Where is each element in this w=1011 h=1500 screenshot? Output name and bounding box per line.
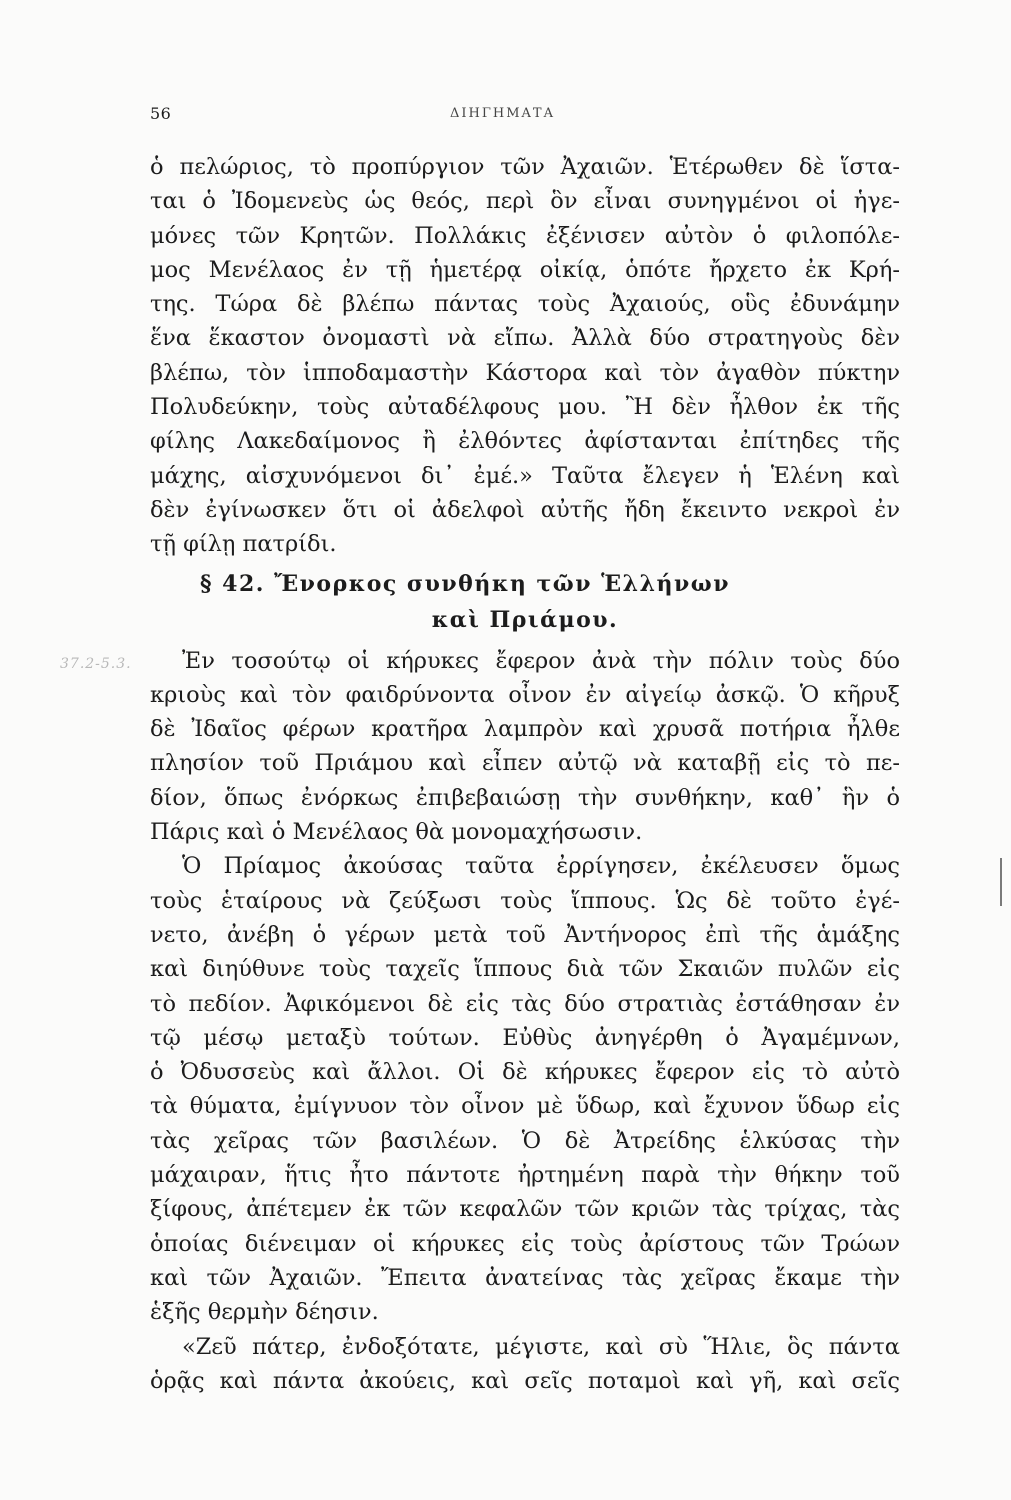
- text-line: μος Μενέλαος ἐν τῇ ἡμετέρᾳ οἰκίᾳ, ὁπότε ἤρχετο ἐκ Κρή-: [150, 256, 900, 283]
- text-line: ὁ Ὀδυσσεὺς καὶ ἄλλοι. Οἱ δὲ κήρυκες ἔφερον εἰς τὸ αὐτὸ: [150, 1059, 900, 1086]
- text-line: τὸ πεδίον. Ἀφικόμενοι δὲ εἰς τὰς δύο στρατιὰς ἐστάθησαν ἐν: [150, 990, 900, 1017]
- text-line: Ἐν τοσούτῳ οἱ κήρυκες ἔφερον ἀνὰ τὴν πόλιν τοὺς δύο: [182, 647, 900, 674]
- section-heading-line-2: καὶ Πριάμου.: [431, 606, 619, 633]
- text-line: καὶ διηύθυνε τοὺς ταχεῖς ἵππους διὰ τῶν Σκαιῶν πυλῶν εἰς: [150, 956, 900, 983]
- text-line: καὶ τῶν Ἀχαιῶν. Ἔπειτα ἀνατείνας τὰς χεῖρας ἔκαμε τὴν: [150, 1264, 900, 1291]
- text-line: ται ὁ Ἰδομενεὺς ὡς θεός, περὶ ὃν εἶναι συνηγμένοι οἱ ἡγε-: [150, 188, 900, 215]
- running-head: ΔΙΗΓΗΜΑΤΑ: [450, 106, 555, 121]
- text-line: «Ζεῦ πάτερ, ἐνδοξότατε, μέγιστε, καὶ σὺ Ἥλιε, ὃς πάντα: [182, 1333, 900, 1360]
- text-line: Πολυδεύκην, τοὺς αὐταδέλφους μου. Ἢ δὲν ἦλθον ἐκ τῆς: [150, 394, 900, 421]
- paragraph-3: [150, 849, 900, 1329]
- text-line: δὲν ἐγίνωσκεν ὅτι οἱ ἀδελφοὶ αὐτῆς ἤδη ἔκειντο νεκροὶ ἐν: [150, 496, 900, 523]
- text-line: φίλης Λακεδαίμονος ἢ ἐλθόντες ἀφίστανται ἐπίτηδες τῆς: [150, 428, 900, 455]
- text-line: μάχης, αἰσχυνόμενοι δι᾽ ἐμέ.» Ταῦτα ἔλεγεν ἡ Ἑλένη καὶ: [150, 462, 900, 489]
- text-line: μάχαιραν, ἥτις ἦτο πάντοτε ἠρτημένη παρὰ τὴν θήκην τοῦ: [150, 1162, 900, 1189]
- text-line: Ὁ Πρίαμος ἀκούσας ταῦτα ἐρρίγησεν, ἐκέλευσεν ὅμως: [182, 853, 900, 880]
- text-line: ὁ πελώριος, τὸ προπύργιον τῶν Ἀχαιῶν. Ἑτέρωθεν δὲ ἵστα-: [150, 154, 900, 180]
- text-line: ξίφους, ἀπέτεμεν ἐκ τῶν κεφαλῶν τῶν κριῶν τὰς τρίχας, τὰς: [150, 1196, 900, 1223]
- margin-mark: [1000, 858, 1002, 906]
- text-line: βλέπω, τὸν ἱπποδαμαστὴν Κάστορα καὶ τὸν ἀγαθὸν πύκτην: [150, 359, 900, 386]
- text-line: ἕνα ἕκαστον ὀνομαστὶ νὰ εἴπω. Ἀλλὰ δύο στρατηγοὺς δὲν: [150, 325, 900, 352]
- text-line: δὲ Ἰδαῖος φέρων κρατῆρα λαμπρὸν καὶ χρυσᾶ ποτήρια ἦλθε: [150, 716, 900, 743]
- page-number: 56: [150, 104, 172, 123]
- text-line: νετο, ἀνέβη ὁ γέρων μετὰ τοῦ Ἀντήνορος ἐπὶ τῆς ἁμάξης: [150, 921, 900, 948]
- text-line: ὁποίας διένειμαν οἱ κήρυκες εἰς τοὺς ἀρίστους τῶν Τρώων: [150, 1230, 900, 1257]
- text-line: τῇ φίλῃ πατρίδι.: [150, 531, 337, 558]
- text-line: τοὺς ἑταίρους νὰ ζεύξωσι τοὺς ἵππους. Ὡς δὲ τοῦτο ἐγέ-: [150, 887, 900, 914]
- text-line: τῷ μέσῳ μεταξὺ τούτων. Εὐθὺς ἀνηγέρθη ὁ Ἀγαμέμνων,: [150, 1024, 900, 1051]
- paragraph-1: [150, 150, 900, 562]
- paragraph-4: [150, 1330, 900, 1399]
- text-line: δίον, ὅπως ἐνόρκως ἐπιβεβαιώσῃ τὴν συνθήκην, καθ᾽ ἣν ὁ: [150, 784, 900, 811]
- text-line: μόνες τῶν Κρητῶν. Πολλάκις ἐξένισεν αὐτὸν ὁ φιλοπόλε-: [150, 222, 900, 249]
- text-line: της. Τώρα δὲ βλέπω πάντας τοὺς Ἀχαιούς, οὓς ἐδυνάμην: [150, 291, 900, 318]
- body-text: [150, 150, 900, 1398]
- text-line: τὰ θύματα, ἐμίγνυον τὸν οἶνον μὲ ὕδωρ, καὶ ἔχυνον ὕδωρ εἰς: [150, 1093, 900, 1120]
- text-line: ἑξῆς θερμὴν δέησιν.: [150, 1299, 379, 1326]
- text-line: πλησίον τοῦ Πριάμου καὶ εἶπεν αὐτῷ νὰ καταβῇ εἰς τὸ πε-: [150, 750, 900, 777]
- text-line: τὰς χεῖρας τῶν βασιλέων. Ὁ δὲ Ἀτρείδης ἑλκύσας τὴν: [150, 1127, 900, 1154]
- text-line: ὁρᾷς καὶ πάντα ἀκούεις, καὶ σεῖς ποταμοὶ καὶ γῆ, καὶ σεῖς: [150, 1367, 900, 1394]
- page-header: [150, 104, 910, 128]
- section-heading: [150, 566, 900, 638]
- text-line: Πάρις καὶ ὁ Μενέλαος θὰ μονομαχήσωσιν.: [150, 819, 643, 846]
- section-heading-line-1: § 42. Ἔνορκος συνθήκη τῶν Ἑλλήνων: [200, 570, 730, 597]
- margin-pencil-note: 37.2-5.3.: [60, 656, 132, 672]
- text-line: κριοὺς καὶ τὸν φαιδρύνοντα οἶνον ἐν αἰγείῳ ἀσκῷ. Ὁ κῆρυξ: [150, 681, 900, 708]
- paragraph-2: [150, 644, 900, 850]
